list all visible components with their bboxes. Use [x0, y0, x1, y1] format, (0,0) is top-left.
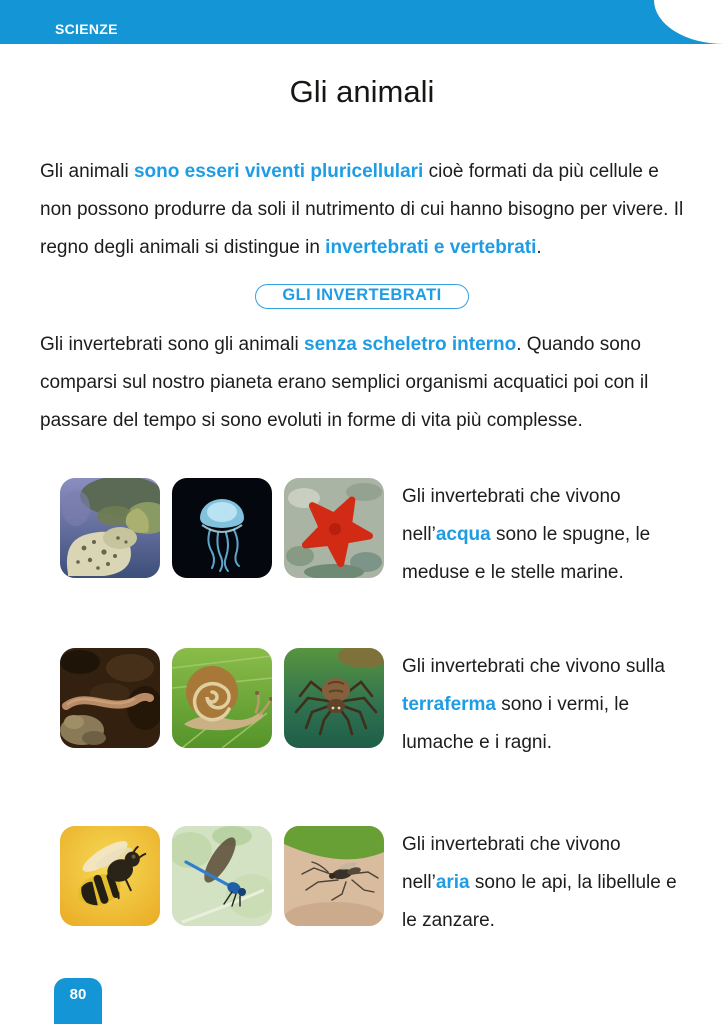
wasp-image	[60, 826, 160, 926]
header-bar	[0, 0, 724, 44]
snail-image	[172, 648, 272, 748]
land-invertebrates-row	[60, 648, 665, 753]
invertebrates-paragraph	[40, 326, 688, 440]
page-number-tab	[54, 978, 102, 1024]
highlight-pluricellulari: sono esseri viventi pluricellulari	[133, 161, 424, 182]
starfish-image	[284, 478, 384, 578]
intro-text: .	[536, 237, 542, 258]
highlight-aria: aria	[435, 872, 470, 893]
land-caption: Gli invertebrati che vivono sulla terraferma sono i vermi, le lumache e i ragni.	[402, 656, 665, 753]
highlight-senza-scheletro: senza scheletro interno	[304, 334, 517, 355]
intro-text: Gli animali	[40, 161, 134, 182]
mosquito-image	[284, 826, 384, 926]
highlight-acqua: acqua	[435, 524, 491, 545]
spider-image	[284, 648, 384, 748]
highlight-terraferma: terraferma	[402, 694, 496, 715]
inv-text: Gli invertebrati sono gli animali	[40, 334, 305, 355]
section-badge-wrap	[0, 284, 724, 309]
section-badge: GLI INVERTEBRATI	[255, 284, 468, 309]
intro-paragraph	[40, 153, 688, 267]
damselfly-image	[172, 826, 272, 926]
water-caption: Gli invertebrati che vivono nell’acqua sono le spugne, le meduse e le stelle marine.	[402, 486, 651, 583]
air-caption: Gli invertebrati che vivono nell’aria sono le api, la libellule e le zanzare.	[402, 834, 677, 931]
subject-label: SCIENZE	[55, 21, 118, 37]
inv-text: . Quando sono comparsi sul nostro pianeta erano semplici organismi acquatici poi con il passare del tempo si sono evoluti in forme di vita più complesse.	[40, 334, 649, 431]
worm-image	[60, 648, 160, 748]
water-invertebrates-row	[60, 478, 664, 583]
highlight-invertebrati-vertebrati: invertebrati e vertebrati	[325, 237, 537, 258]
air-invertebrates-row	[60, 826, 677, 931]
page-title: Gli animali	[289, 74, 435, 109]
intro-text: cioè formati da più cellule e non possono produrre da soli il nutrimento di cui hanno bisogno per vivere. Il regno degli animali si distingue in	[40, 161, 684, 258]
sponges-image	[60, 478, 160, 578]
jellyfish-image	[172, 478, 272, 578]
page-number: 80	[69, 986, 87, 1003]
